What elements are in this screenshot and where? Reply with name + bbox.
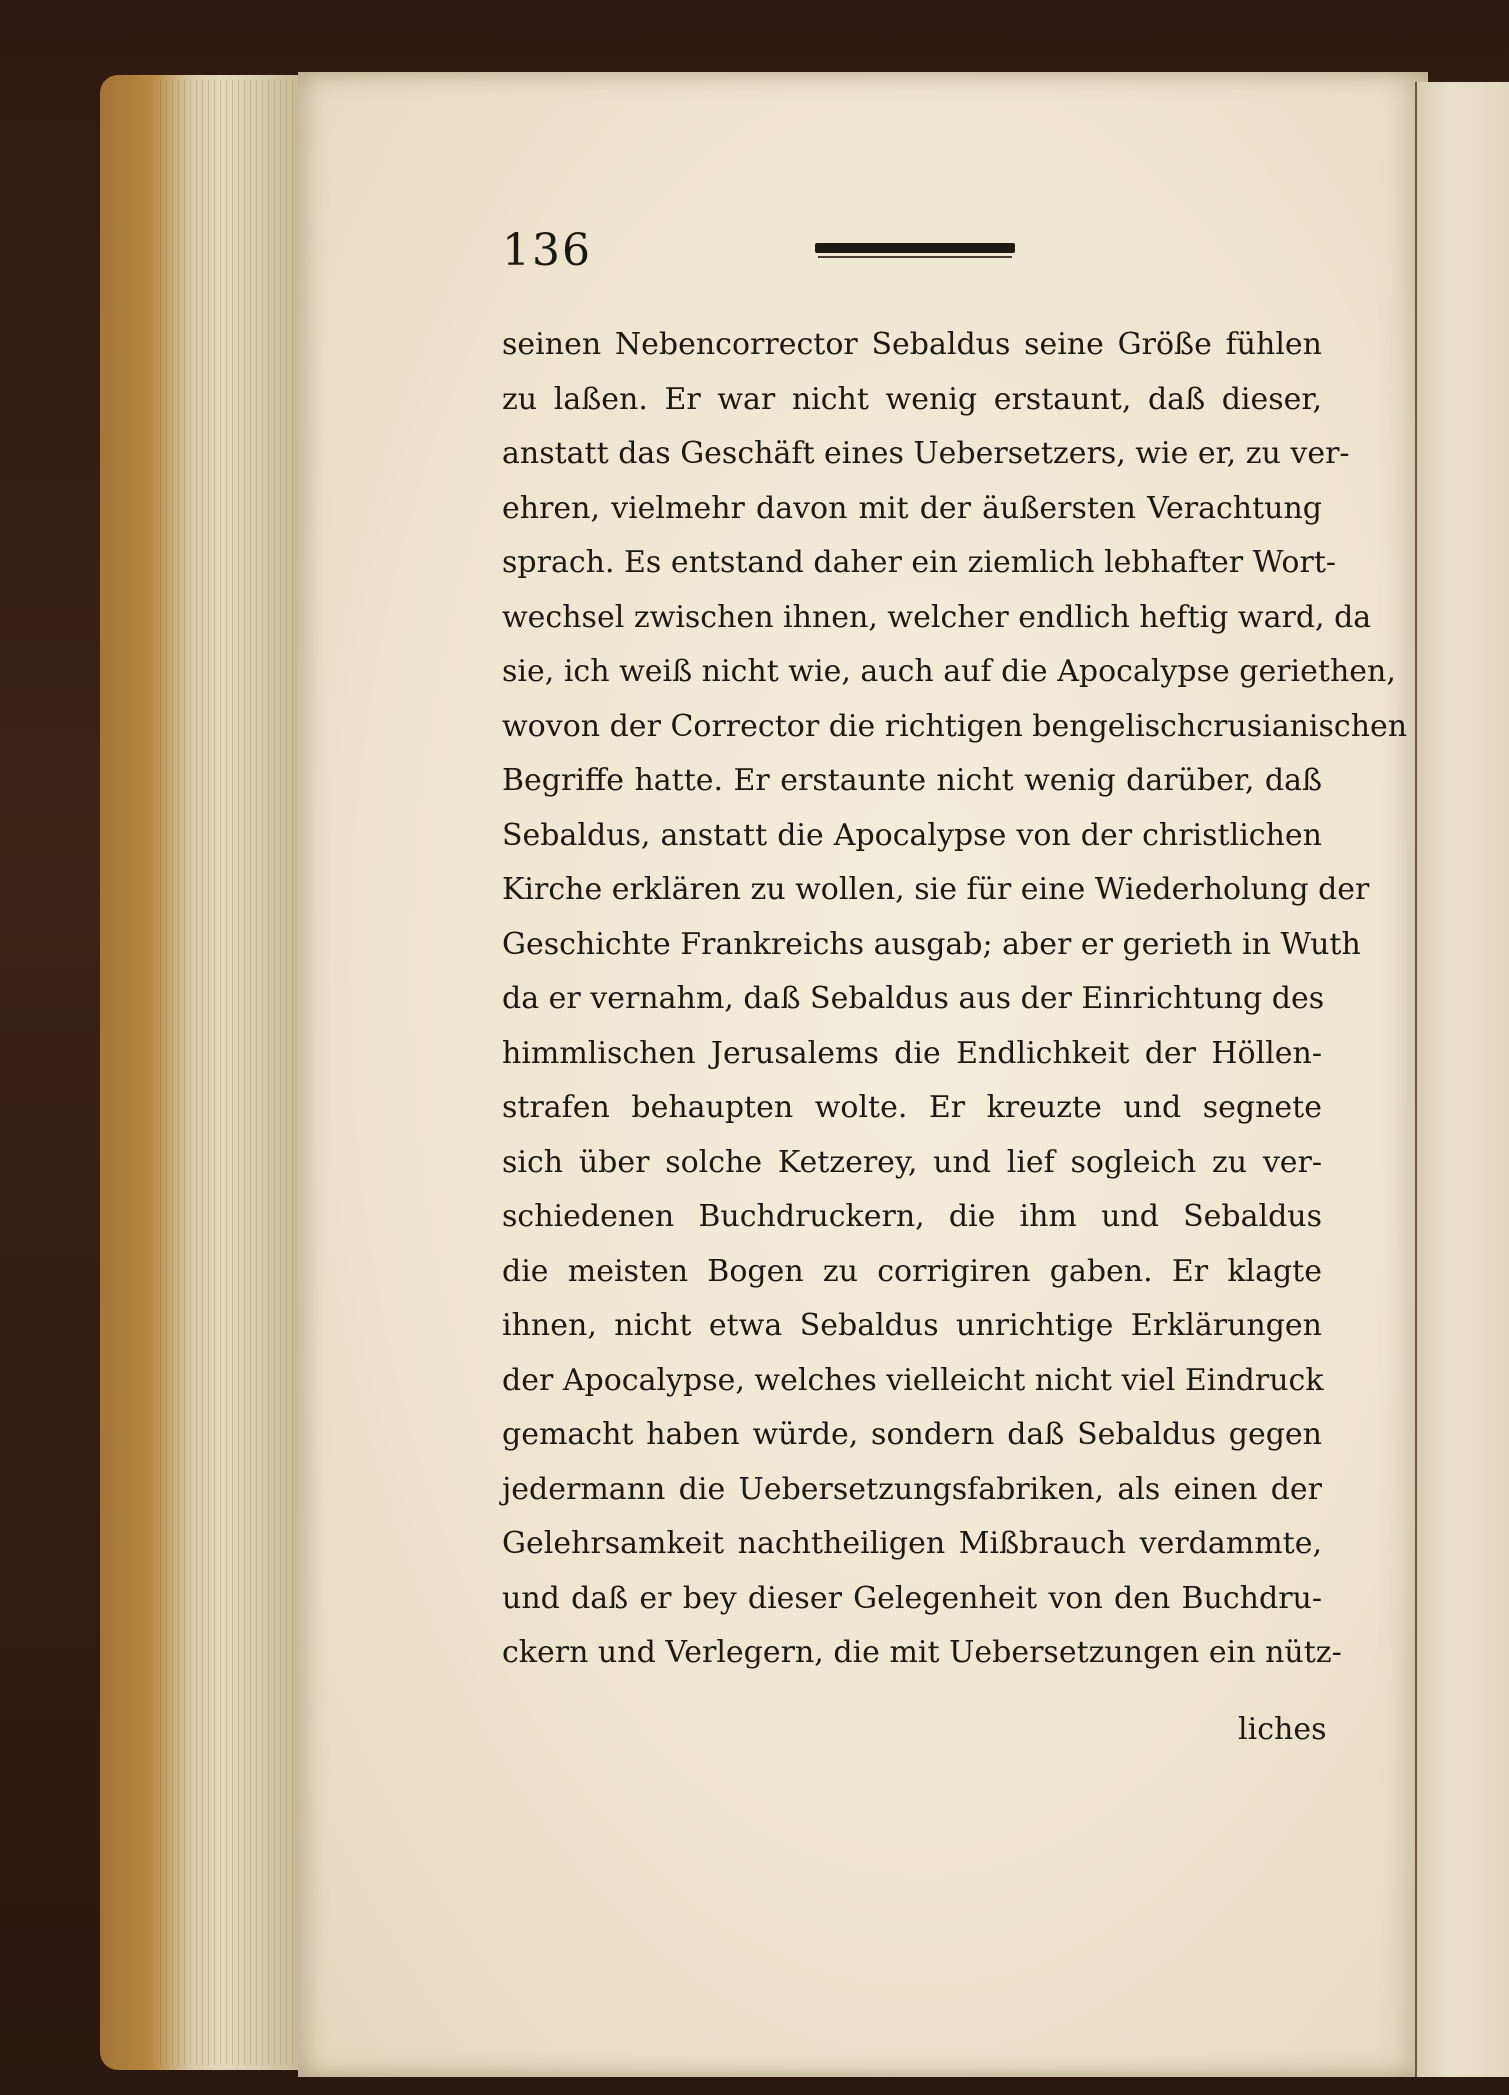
text-line: wovon der Corrector die richtigen bengelischcrusianischen xyxy=(502,708,1408,744)
text-line: der Apocalypse, welches vielleicht nicht viel Eindruck xyxy=(502,1362,1324,1398)
text-line: die meisten Bogen zu corrigiren gaben. Er klagte xyxy=(502,1253,1322,1289)
text-line: ehren, vielmehr davon mit der äußersten Verachtung xyxy=(502,490,1322,526)
text-line: gemacht haben würde, sondern daß Sebaldus gegen xyxy=(502,1417,1322,1452)
text-line: da er vernahm, daß Sebaldus aus der Einrichtung des xyxy=(502,981,1325,1016)
text-line: zu laßen. Er war nicht wenig erstaunt, daß dieser, xyxy=(502,381,1322,417)
page-edges xyxy=(160,80,300,2065)
text-line: sprach. Es entstand daher ein ziemlich lebhafter Wort- xyxy=(502,545,1337,580)
text-line: jedermann die Uebersetzungsfabriken, als einen der xyxy=(502,1471,1322,1507)
text-line: ihnen, nicht etwa Sebaldus unrichtige Erklärungen xyxy=(502,1308,1322,1343)
text-line: himmlischen Jerusalems die Endlichkeit der Höllen- xyxy=(502,1035,1322,1071)
text-line: seinen Nebencorrector Sebaldus seine Größe fühlen xyxy=(502,327,1322,362)
text-line: sich über solche Ketzerey, und lief sogleich zu ver- xyxy=(502,1144,1322,1180)
text-line: und daß er bey dieser Gelegenheit von den Buchdru- xyxy=(502,1580,1322,1616)
header-rule-thin xyxy=(818,256,1012,258)
text-line: strafen behaupten wolte. Er kreuzte und segnete xyxy=(502,1090,1322,1125)
header-rule xyxy=(815,243,1015,253)
text-line: schiedenen Buchdruckern, die ihm und Sebaldus xyxy=(502,1199,1322,1234)
text-line: Geschichte Frankreichs ausgab; aber er gerieth in Wuth xyxy=(502,926,1361,962)
catchword: liches xyxy=(1238,1712,1327,1747)
body-text xyxy=(502,318,1408,1681)
text-line: Begriffe hatte. Er erstaunte nicht wenig darüber, daß xyxy=(502,763,1322,798)
page-number: 136 xyxy=(502,225,592,276)
text-line: sie, ich weiß nicht wie, auch auf die Apocalypse geriethen, xyxy=(502,654,1396,689)
facing-page-edge xyxy=(1415,82,1509,2077)
text-line: ckern und Verlegern, die mit Uebersetzungen ein nütz- xyxy=(502,1635,1342,1670)
text-line: Sebaldus, anstatt die Apocalypse von der christlichen xyxy=(502,817,1322,853)
text-line: Kirche erklären zu wollen, sie für eine Wiederholung der xyxy=(502,872,1370,907)
text-line: wechsel zwischen ihnen, welcher endlich heftig ward, da xyxy=(502,599,1372,635)
text-line: anstatt das Geschäft eines Uebersetzers, wie er, zu ver- xyxy=(502,436,1350,471)
text-line: Gelehrsamkeit nachtheiligen Mißbrauch verdammte, xyxy=(502,1526,1322,1561)
